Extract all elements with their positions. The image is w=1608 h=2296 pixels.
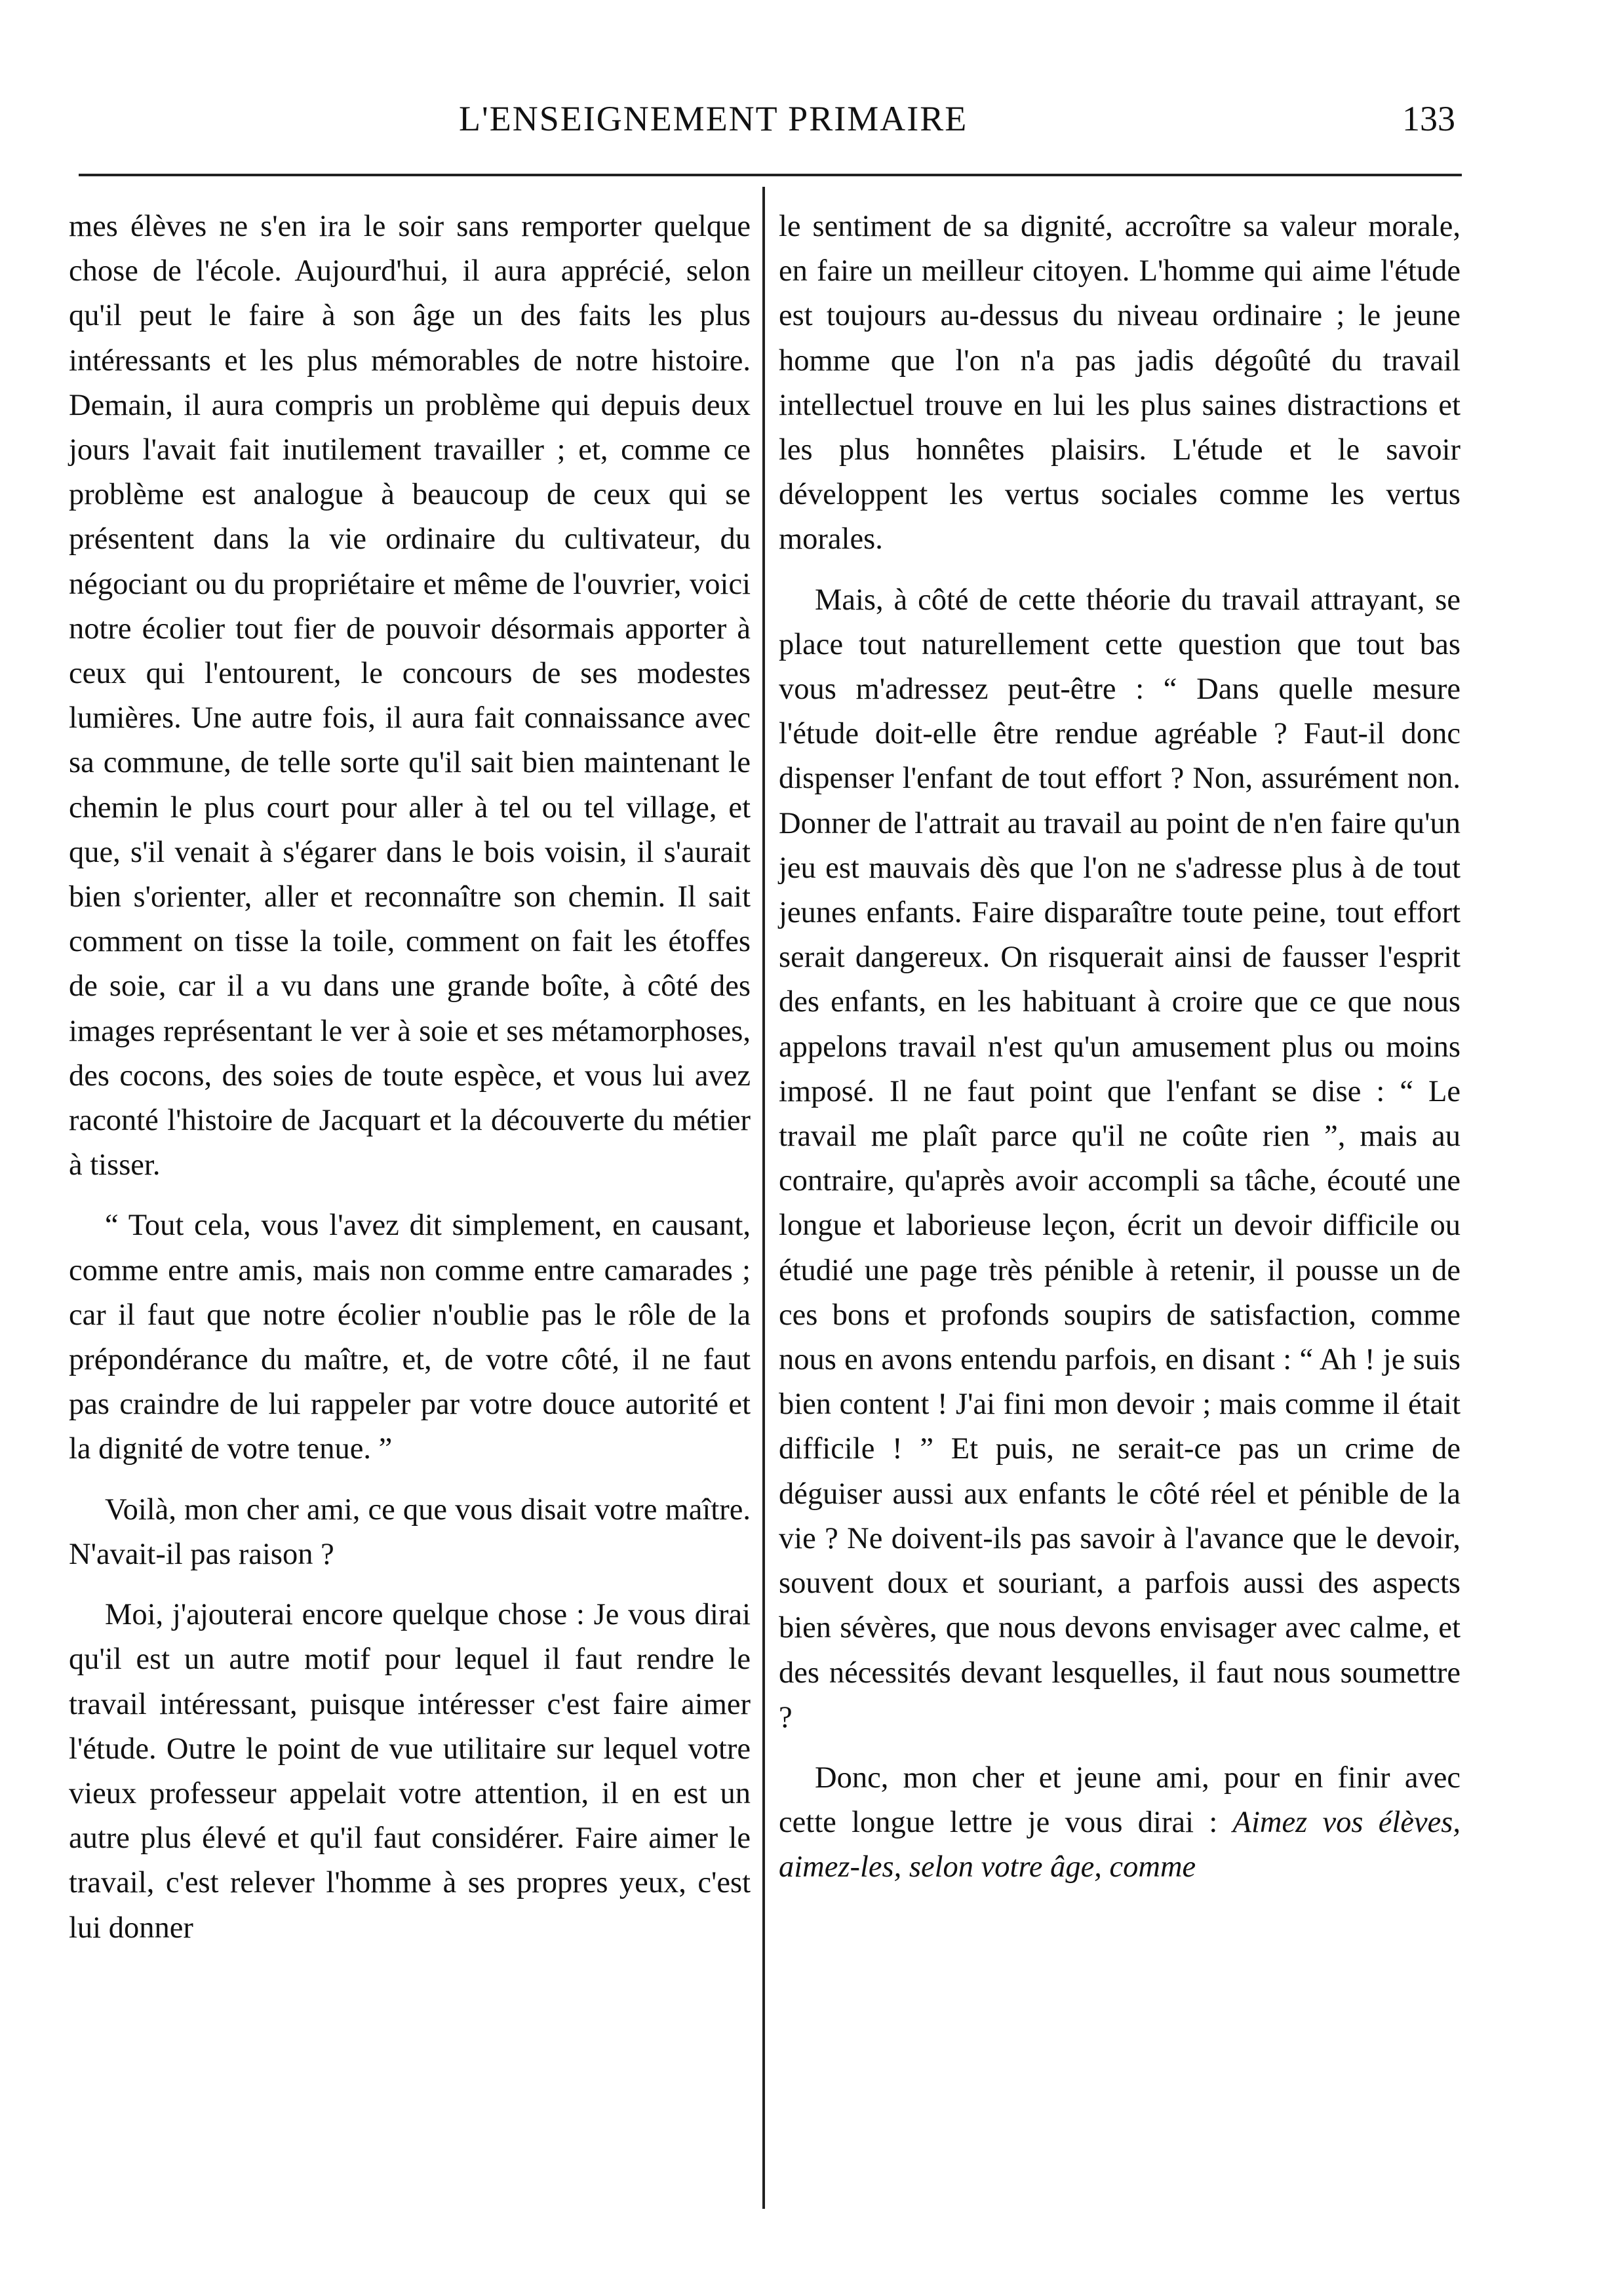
left-paragraph-3: Voilà, mon cher ami, ce que vous disait votre maître. N'avait-il pas raison ? (69, 1492, 751, 1571)
page-header (79, 98, 1462, 151)
right-paragraph-3-italic: Aimez vos élèves, aimez-les, selon votre âge, comme (779, 1806, 1461, 1884)
right-paragraph-2: Mais, à côté de cette théorie du travail attrayant, se place tout naturellement cette question que tout bas vous m'adressez peut-être : “ Dans quelle mesure l'étude doit-elle être rendue agréable ? Faut-il donc dispenser l'enfant de tout effort ? Non, assurément non. Donner de l'attrait au travail au point de n'en faire qu'un jeu est mauvais dès que l'on ne s'adresse plus à de tout jeunes enfants. Faire disparaître toute peine, tout effort serait dangereux. On risquerait ainsi de fausser l'esprit des enfants, en les habituant à croire que ce que nous appelons travail n'est qu'un amusement plus ou moins imposé. Il ne faut point que l'enfant se dise : “ Le travail me plaît parce qu'il ne coûte rien ”, mais au contraire, qu'après avoir accompli sa tâche, écouté une longue et laborieuse leçon, écrit un devoir difficile ou étudié une page très pénible à retenir, il pousse un de ces bons et profonds soupirs de satisfaction, comme nous en avons entendu parfois, en disant : “ Ah ! je suis bien content ! J'ai fini mon devoir ; mais comme il était difficile ! ” Et puis, ne serait-ce pas un crime de déguiser aussi aux enfants le côté réel et pénible de la vie ? Ne doivent-ils pas savoir à l'avance que le devoir, souvent doux et souriant, a parfois aussi des aspects bien sévères, que nous devons envisager avec calme, et des nécessités devant lesquelles, il faut nous soumettre ? (779, 583, 1461, 1734)
left-paragraph-2: “ Tout cela, vous l'avez dit simplement, en causant, comme entre amis, mais non comme entre camarades ; car il faut que notre écolier n'oublie pas le rôle de la prépondérance du maître, et, de votre côté, il ne faut pas craindre de lui rappeler par votre douce autorité et la dignité de votre tenue. ” (69, 1209, 751, 1466)
column-divider (762, 187, 765, 2209)
right-column (779, 204, 1461, 1890)
running-title: L'ENSEIGNEMENT PRIMAIRE (459, 99, 968, 138)
right-paragraph-1: le sentiment de sa dignité, accroître sa valeur morale, en faire un meilleur citoyen. L'homme qui aime l'étude est toujours au-dessus du niveau ordinaire ; le jeune homme que l'on n'a pas jadis dégoûté du travail intellectuel trouve en lui les plus saines distractions et les plus honnêtes plaisirs. L'étude et le savoir développent les vertus sociales comme les vertus morales. (779, 210, 1461, 556)
page-number: 133 (1402, 99, 1455, 138)
right-paragraph-3 (779, 1756, 1461, 1890)
left-paragraph-4: Moi, j'ajouterai encore quelque chose : Je vous dirai qu'il est un autre motif pour lequel il faut rendre le travail intéressant, puisque intéresser c'est faire aimer l'étude. Outre le point de vue utilitaire sur lequel votre vieux professeur appelait votre attention, il en est un autre plus élevé et qu'il faut considérer. Faire aimer le travail, c'est relever l'homme à ses propres yeux, c'est lui donner (69, 1598, 751, 1945)
left-column (69, 204, 751, 1951)
header-rule (79, 174, 1462, 176)
left-paragraph-1: mes élèves ne s'en ira le soir sans remporter quelque chose de l'école. Aujourd'hui, il aura apprécié, selon qu'il peut le faire à son âge un des faits les plus intéressants et les plus mémorables de notre histoire. Demain, il aura compris un problème qui depuis deux jours l'avait fait inutilement travailler ; et, comme ce problème est analogue à beaucoup de ceux qui se présentent dans la vie ordinaire du cultivateur, du négociant ou du propriétaire et même de l'ouvrier, voici notre écolier tout fier de pouvoir désormais apporter à ceux qui l'entourent, le concours de ses modestes lumières. Une autre fois, il aura fait connaissance avec sa commune, de telle sorte qu'il sait bien maintenant le chemin le plus court pour aller à tel ou tel village, et que, s'il venait à s'égarer dans le bois voisin, il s'aurait bien s'orienter, aller et reconnaître son chemin. Il sait comment on tisse la toile, comment on fait les étoffes de soie, car il a vu dans une grande boîte, à côté des images représentant le ver à soie et ses métamorphoses, des cocons, des soies de toute espèce, et vous lui avez raconté l'histoire de Jacquart et la découverte du métier à tisser. (69, 210, 751, 1182)
right-paragraph-3-text: Donc, mon cher et jeune ami, pour en finir avec cette longue lettre je vous dirai : (779, 1761, 1461, 1840)
